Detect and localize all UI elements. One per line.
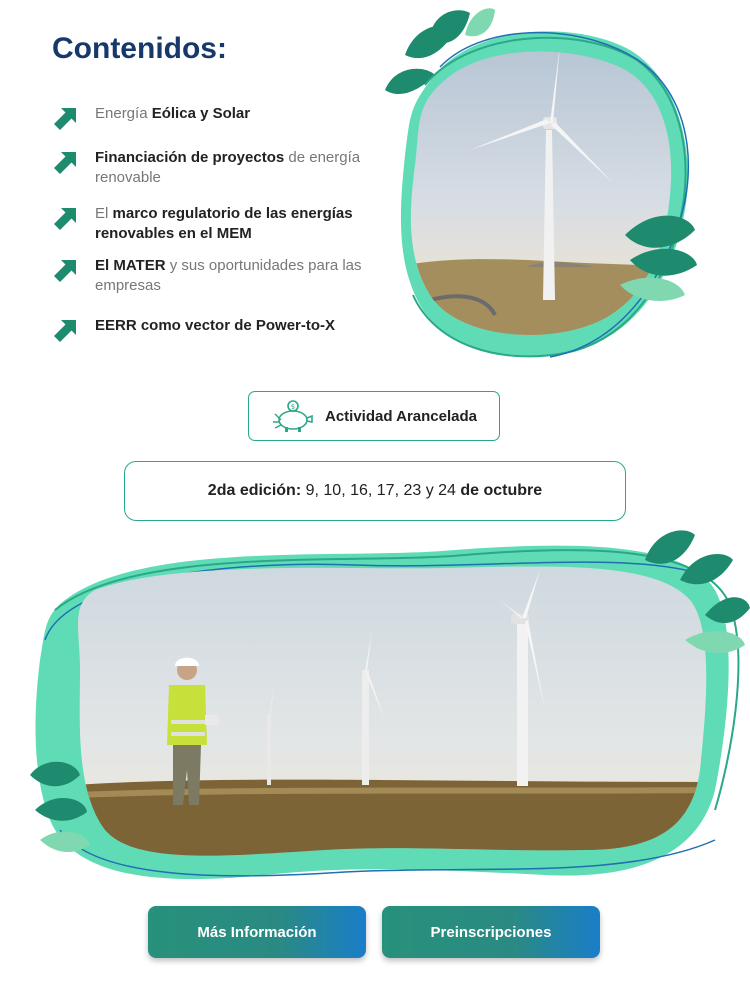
item-text bbox=[95, 316, 335, 336]
engineer-wind-farm-image bbox=[25, 520, 750, 895]
arrow-up-right-icon bbox=[52, 316, 80, 344]
edition-dates-list: 9, 10, 16, 17, 23 y 24 bbox=[301, 482, 461, 499]
arrow-up-right-icon bbox=[52, 256, 80, 284]
item-text bbox=[95, 104, 250, 124]
piggy-bank-icon bbox=[271, 398, 315, 434]
item-text-regular: de energía renovable bbox=[95, 149, 361, 186]
list-item bbox=[52, 104, 382, 132]
item-text-bold: marco regulatorio de las energías renovables en el MEM bbox=[95, 205, 353, 242]
item-text bbox=[95, 256, 382, 296]
edition-dates bbox=[124, 461, 626, 521]
item-text-regular: y sus oportunidades para las empresas bbox=[95, 257, 362, 294]
item-text-bold: El MATER bbox=[95, 257, 166, 274]
badge-label: Actividad Arancelada bbox=[325, 407, 477, 425]
edition-month: de octubre bbox=[460, 482, 543, 499]
item-text-bold: Financiación de proyectos bbox=[95, 149, 285, 166]
paid-activity-badge bbox=[248, 391, 500, 441]
preregister-button[interactable]: Preinscripciones bbox=[382, 906, 600, 958]
arrow-up-right-icon bbox=[52, 104, 80, 132]
arrow-up-right-icon bbox=[52, 148, 80, 176]
wind-turbine-image bbox=[375, 5, 705, 365]
item-text bbox=[95, 148, 382, 188]
svg-text:$: $ bbox=[290, 403, 296, 411]
list-item bbox=[52, 256, 382, 296]
list-item bbox=[52, 204, 382, 244]
page-title: Contenidos: bbox=[52, 32, 227, 65]
edition-prefix: 2da edición: bbox=[207, 482, 302, 499]
item-text bbox=[95, 204, 382, 244]
item-text-bold: EERR como vector de Power-to-X bbox=[95, 317, 336, 334]
list-item bbox=[52, 316, 382, 344]
arrow-up-right-icon bbox=[52, 204, 80, 232]
item-text-regular: Energía bbox=[95, 105, 152, 122]
more-info-button[interactable]: Más Información bbox=[148, 906, 366, 958]
item-text-regular: El bbox=[95, 205, 113, 222]
item-text-bold: Eólica y Solar bbox=[151, 105, 251, 122]
list-item bbox=[52, 148, 382, 188]
